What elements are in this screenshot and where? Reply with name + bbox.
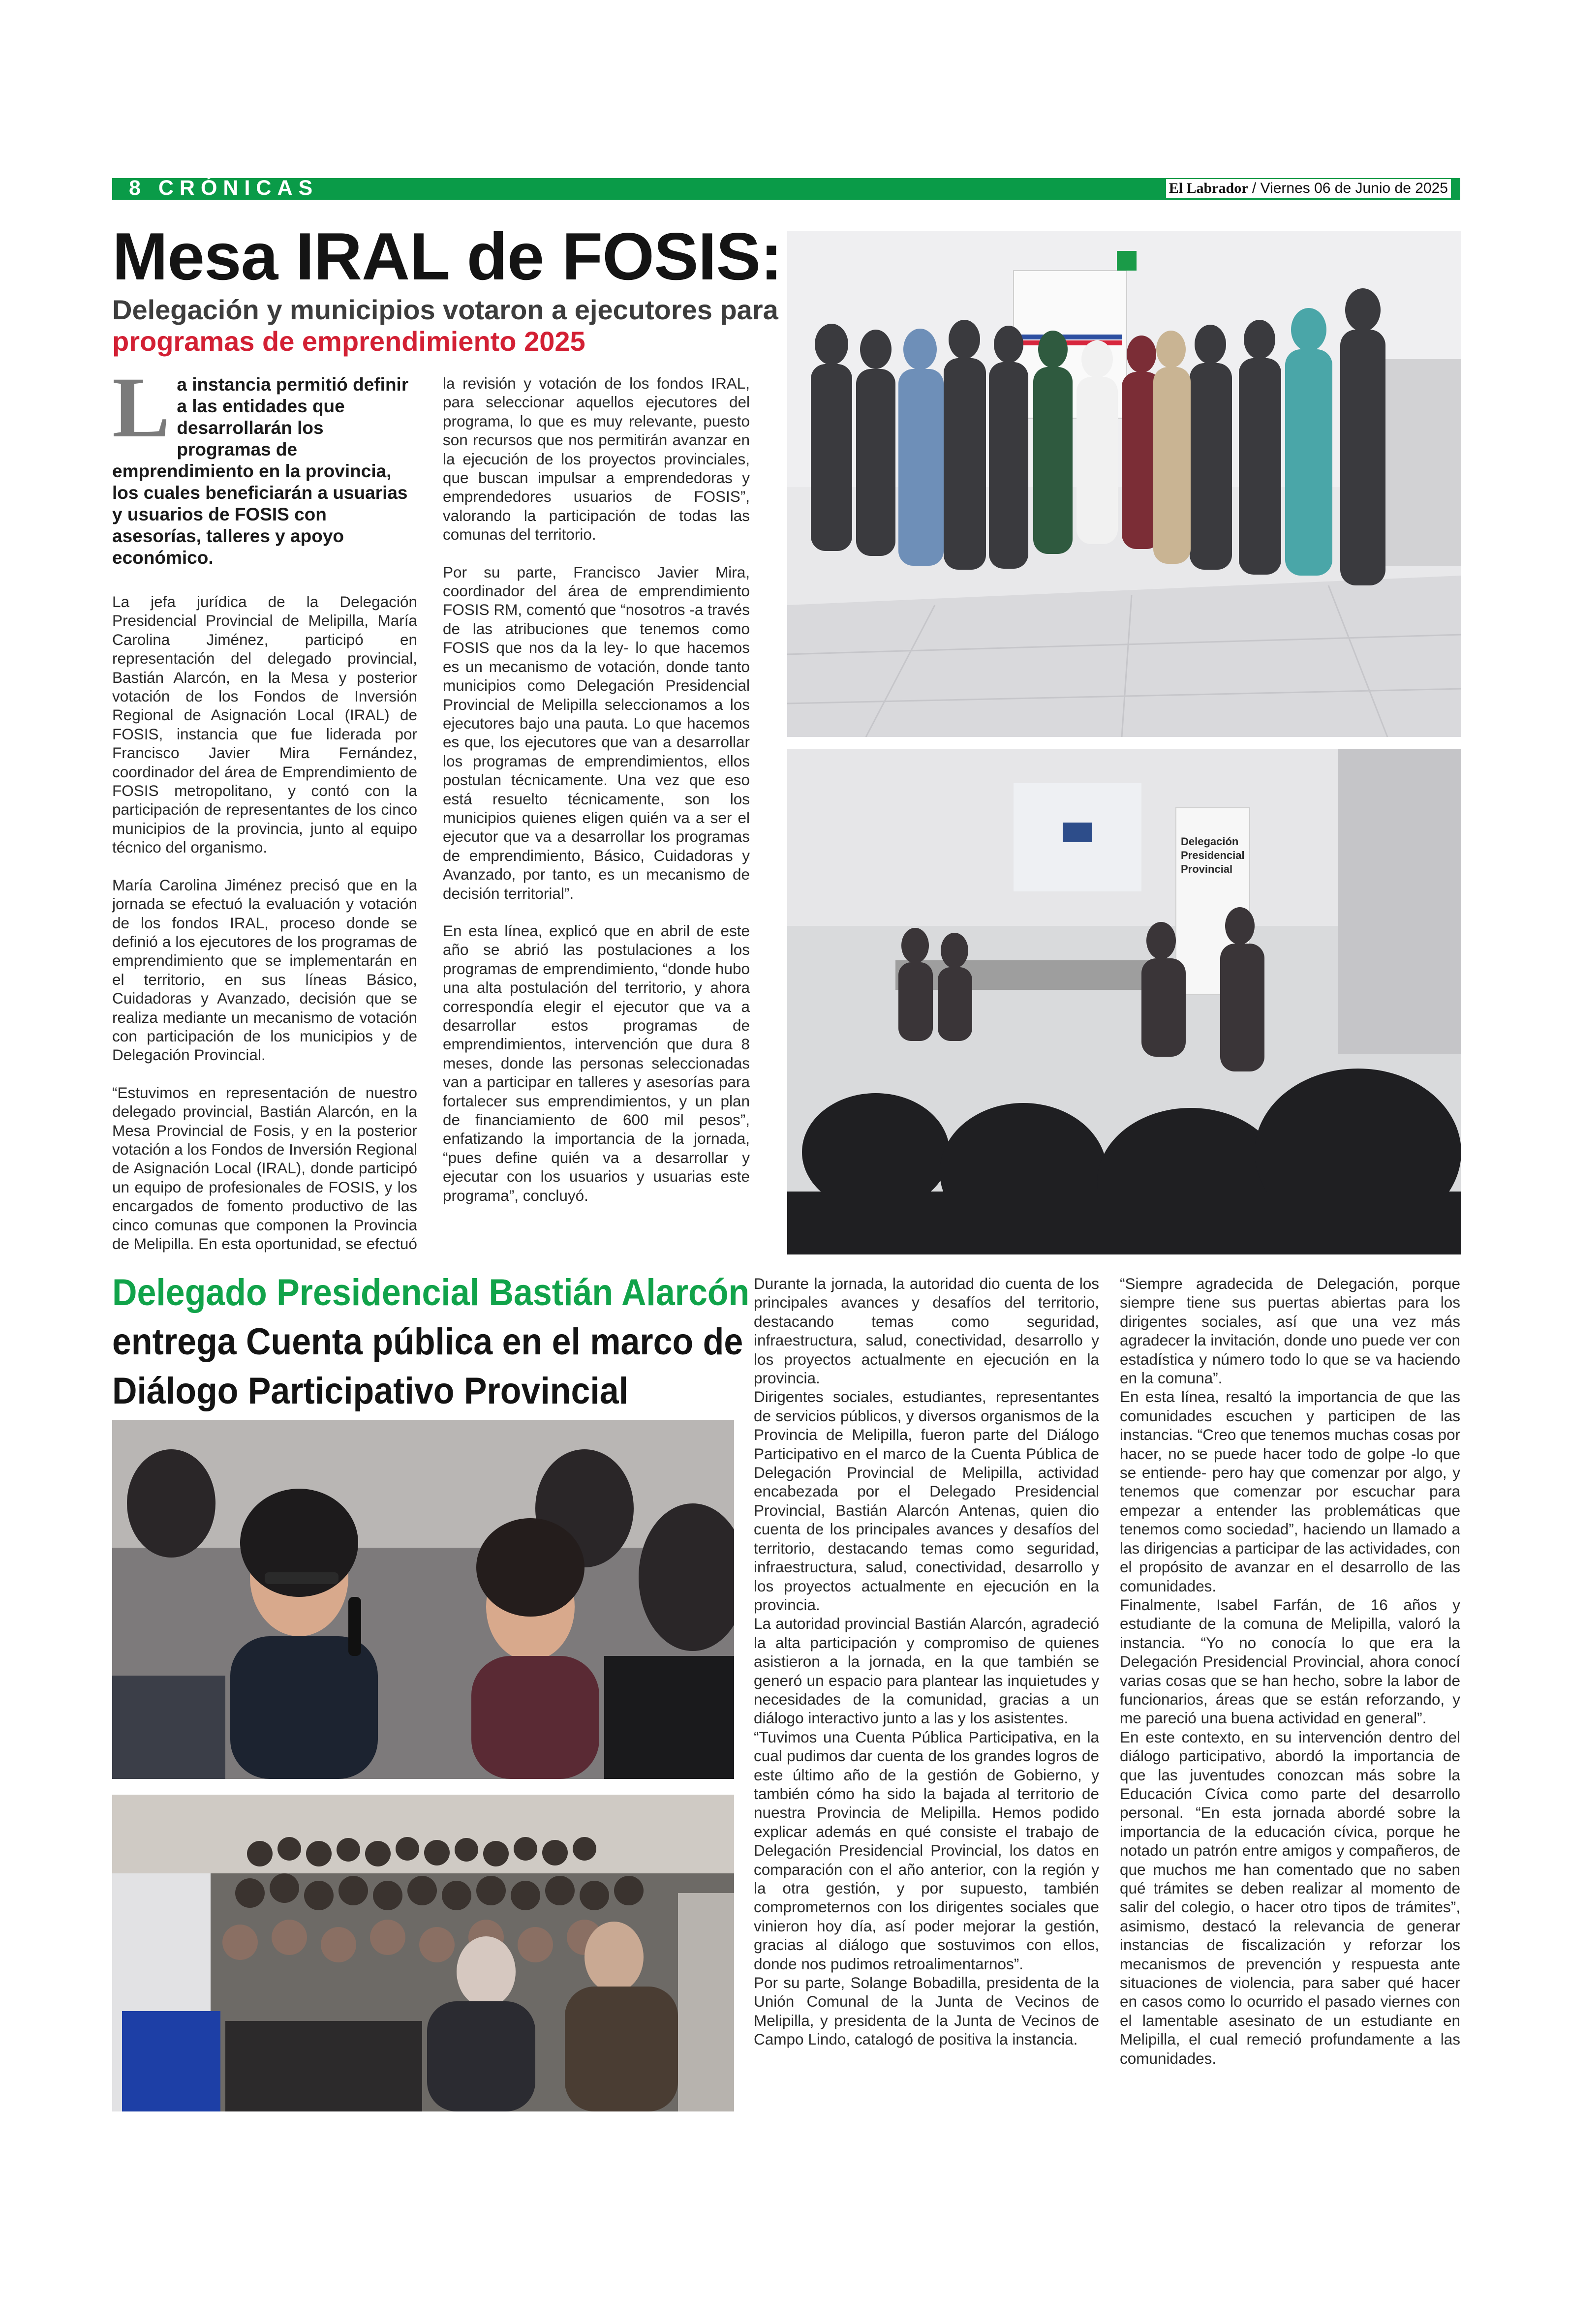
article2-column-2 [1120, 1274, 1460, 2068]
article-paragraph: “Tuvimos una Cuenta Pública Participativa, en la cual pudimos dar cuenta de los grandes logros de este último año de la gestión de Gobierno, y también cómo ha sido la bajada al territorio de nuestra Provincia de Melipilla. Hemos podido explicar además en qué consiste el trabajo de Delegación Presidencial Provincial, los datos en comparación con el año anterior, con la región y la otra gestión, y por supuesto, también comprometernos con los dirigentes sociales que vinieron hoy día, así poder mejorar la gestión, gracias al diálogo que sostuvimos con ellos, donde nos pudimos retroalimentarnos”. [754, 1728, 1099, 1973]
issue-date: Viernes 06 de Junio de 2025 [1260, 180, 1448, 196]
auditorium-audience-photo [112, 1795, 734, 2111]
article2-headline-line-3: Diálogo Participativo Provincial [112, 1370, 629, 1412]
newspaper-name: El Labrador [1169, 180, 1248, 196]
article1-lead [112, 360, 417, 569]
audience-speaker-photo [112, 1420, 734, 1779]
group-photo [787, 231, 1461, 737]
article-paragraph: Finalmente, Isabel Farfán, de 16 años y estudiante de la comuna de Melipilla, valoró la instancia. “Yo no conocía lo que era la Delegación Presidencial Provincial, ahora conocí varias cosas que se han hecho, sobre la labor de funcionarios, áreas que se están reforzando, y me pareció una buena actividad en general”. [1120, 1595, 1460, 1727]
section-label: 8 CRÓNICAS [129, 176, 319, 200]
issue-info [1166, 179, 1451, 198]
article-paragraph: María Carolina Jiménez precisó que en la jornada se efectuó la evaluación y votación de los fondos IRAL, proceso donde se definió a los ejecutores de los programas de emprendimiento que se implementarán en el territorio, en sus líneas Básico, Cuidadoras y Avanzado, decisión que se realiza mediante un mecanismo de votación con participación de los municipios y de Delegación Provincial. [112, 876, 417, 1064]
article-paragraph: En esta línea, explicó que en abril de este año se abrió las postulaciones a los programas de emprendimiento, “donde hubo una alta postulación del territorio, y ahora correspondía elegir el ejecutor que va a desarrollar estos programas de emprendimientos, intervención que dura 8 meses, donde las personas seleccionadas van a participar en talleres y asesorías para fortalecer sus emprendimientos, y un plan de financiamiento de 600 mil pesos”, enfatizando la importancia de la jornada, “pues define quién va a desarrollar y ejecutar con los usuarios y usuarias este programa”, concluyó. [443, 921, 750, 1204]
article2-column-1 [754, 1274, 1099, 2049]
article-paragraph: Por su parte, Solange Bobadilla, presidenta de la Unión Comunal de la Junta de Vecinos de Melipilla, y presidenta de la Junta de Vecinos de Campo Lindo, catalogó de positiva la instancia. [754, 1974, 1099, 2049]
article1-subtitle [112, 294, 791, 357]
article1-dropcap: L [112, 360, 170, 456]
svg-text:Provincial: Provincial [1181, 863, 1233, 875]
article-paragraph: En esta línea, resaltó la importancia de que las comunidades escuchen y participen de las instancias. “Creo que tenemos muchas cosas por hacer, no se puede hacer todo de golpe -lo que se entiende- pero hay que comenzar por algo, y tenemos que comenzar por escuchar para empezar a entender las problemáticas que tenemos como sociedad”, haciendo un llamado a las dirigencias a participar de las actividades, con el propósito de avanzar en el desarrollo de las comunidades. [1120, 1388, 1460, 1595]
article1-lead-text: a instancia permitió definir a las entidades que desarrollarán los programas de emprendimiento en la provincia, los cuales beneficiarán a usuarias y usuarios de FOSIS con asesorías, talleres y apoyo económico. [112, 374, 409, 568]
article-paragraph: la revisión y votación de los fondos IRAL, para seleccionar aquellos ejecutores del programa, lo que es muy relevante, puesto son recursos que nos permitirán avanzar en la ejecución de los proyectos provinciales, que buscan impulsar a emprendedoras y emprendedores usuarios de FOSIS”, valorando la participación de todas las comunas del territorio. [443, 374, 750, 544]
article-paragraph: Dirigentes sociales, estudiantes, representantes de servicios públicos, y diversos organismos de la Provincia de Melipilla, fueron parte del Diálogo Participativo en el marco de la Cuenta Pública de Delegación Provincial de Melipilla, actividad encabezada por el Delegado Presidencial Provincial, Bastián Alarcón Antenas, quien dio cuenta de los principales avances y desafíos del territorio, destacando temas como seguridad, infraestructura, salud, conectividad, desarrollo y los proyectos actualmente en ejecución en la provincia. [754, 1388, 1099, 1614]
issue-separator: / [1248, 180, 1261, 196]
article-paragraph: “Siempre agradecida de Delegación, porque siempre tiene sus puertas abiertas para los dirigentes sociales, así que una vez más agradecer la invitación, donde uno puede ver con estadística y número todo lo que se va haciendo en la comuna”. [1120, 1275, 1460, 1387]
svg-text:Delegación: Delegación [1181, 835, 1239, 848]
article-paragraph: La autoridad provincial Bastián Alarcón, agradeció la alta participación y compromiso de quienes asistieron a la jornada, en la que también se generó un espacio para plantear las inquietudes y necesidades de la comunidad, gracias a un diálogo interactivo junto a las y los asistentes. [754, 1615, 1099, 1727]
article-paragraph: En este contexto, en su intervención dentro del diálogo participativo, abordó la importancia de que las juventudes conozcan más sobre la Educación Cívica como parte del desarrollo personal. “En esta jornada abordé sobre la importancia de la educación cívica, porque he notado un patrón entre amigos y compañeros, de que muchos me han comentado que no saben qué trámites se deben realizar al momento de salir del colegio, o hacer otro tipos de trámites”, asimismo, destacó la relevancia de generar instancias de fiscalización y reforzar los mecanismos de prevención y respuesta ante situaciones de violencia, para saber qué hacer en casos como lo ocurrido el pasado viernes con el lamentable asesinato de un estudiante en Melipilla, el cual remeció profundamente a las comunidades. [1120, 1728, 1460, 2067]
article1-column-1 [112, 360, 417, 1272]
article1-subtitle-plain: Delegación y municipios votaron a ejecutores para [112, 294, 778, 325]
meeting-photo [787, 749, 1461, 1254]
article-paragraph: La jefa jurídica de la Delegación Presidencial Provincial de Melipilla, María Carolina Jiménez, participó en representación del delegado provincial, Bastián Alarcón, en la Mesa y posterior votación de los Fondos de Inversión Regional de Asignación Local (IRAL) de FOSIS, instancia que fue liderada por Francisco Javier Mira Fernández, coordinador del área de Emprendimiento de FOSIS metropolitano, y contó con la participación de representantes de los cinco municipios de la provincia, junto al equipo técnico del organismo. [112, 593, 417, 856]
article-paragraph: Durante la jornada, la autoridad dio cuenta de los principales avances y desafíos del territorio, destacando temas como seguridad, infraestructura, salud, conectividad, desarrollo y los proyectos actualmente en ejecución en la provincia. [754, 1275, 1099, 1387]
svg-text:Presidencial: Presidencial [1181, 849, 1245, 861]
article-paragraph: Por su parte, Francisco Javier Mira, coordinador del área de emprendimiento FOSIS RM, comentó que “nosotros -a través de las atribuciones que tenemos como FOSIS que nos da la ley- lo que hacemos es un mecanismo de votación, donde tanto municipios como Delegación Presidencial Provincial de Melipilla seleccionamos a los ejecutores bajo una pauta. Lo que hacemos es que, los ejecutores que van a desarrollar los programas de emprendimientos, ellos postulan técnicamente. Una vez que eso está resuelto técnicamente, son los municipios quienes eligen quién va a ser el ejecutor que va a desarrollar los programas de emprendimiento, Básico, Cuidadoras y Avanzado, por tanto, es un mecanismo de decisión territorial”. [443, 563, 750, 902]
article-paragraph: “Estuvimos en representación de nuestro delegado provincial, Bastián Alarcón, en la Mesa Provincial de Fosis, y en la posterior votación a los Fondos de Inversión Regional de Asignación Local (IRAL), donde participó un equipo de profesionales de FOSIS, y los encargados de fomento productivo de las cinco comunas que componen la Provincia de Melipilla. En esta oportunidad, se efectuó [112, 1083, 417, 1253]
article1-subtitle-highlight: programas de emprendimiento 2025 [112, 326, 585, 357]
article1-column-2 [443, 374, 750, 1223]
article1-headline: Mesa IRAL de FOSIS: [112, 219, 782, 294]
article2-headline [112, 1268, 750, 1416]
article2-headline-line-2: entrega Cuenta pública en el marco de [112, 1321, 743, 1363]
article2-headline-line-1: Delegado Presidencial Bastián Alarcón [112, 1272, 750, 1314]
